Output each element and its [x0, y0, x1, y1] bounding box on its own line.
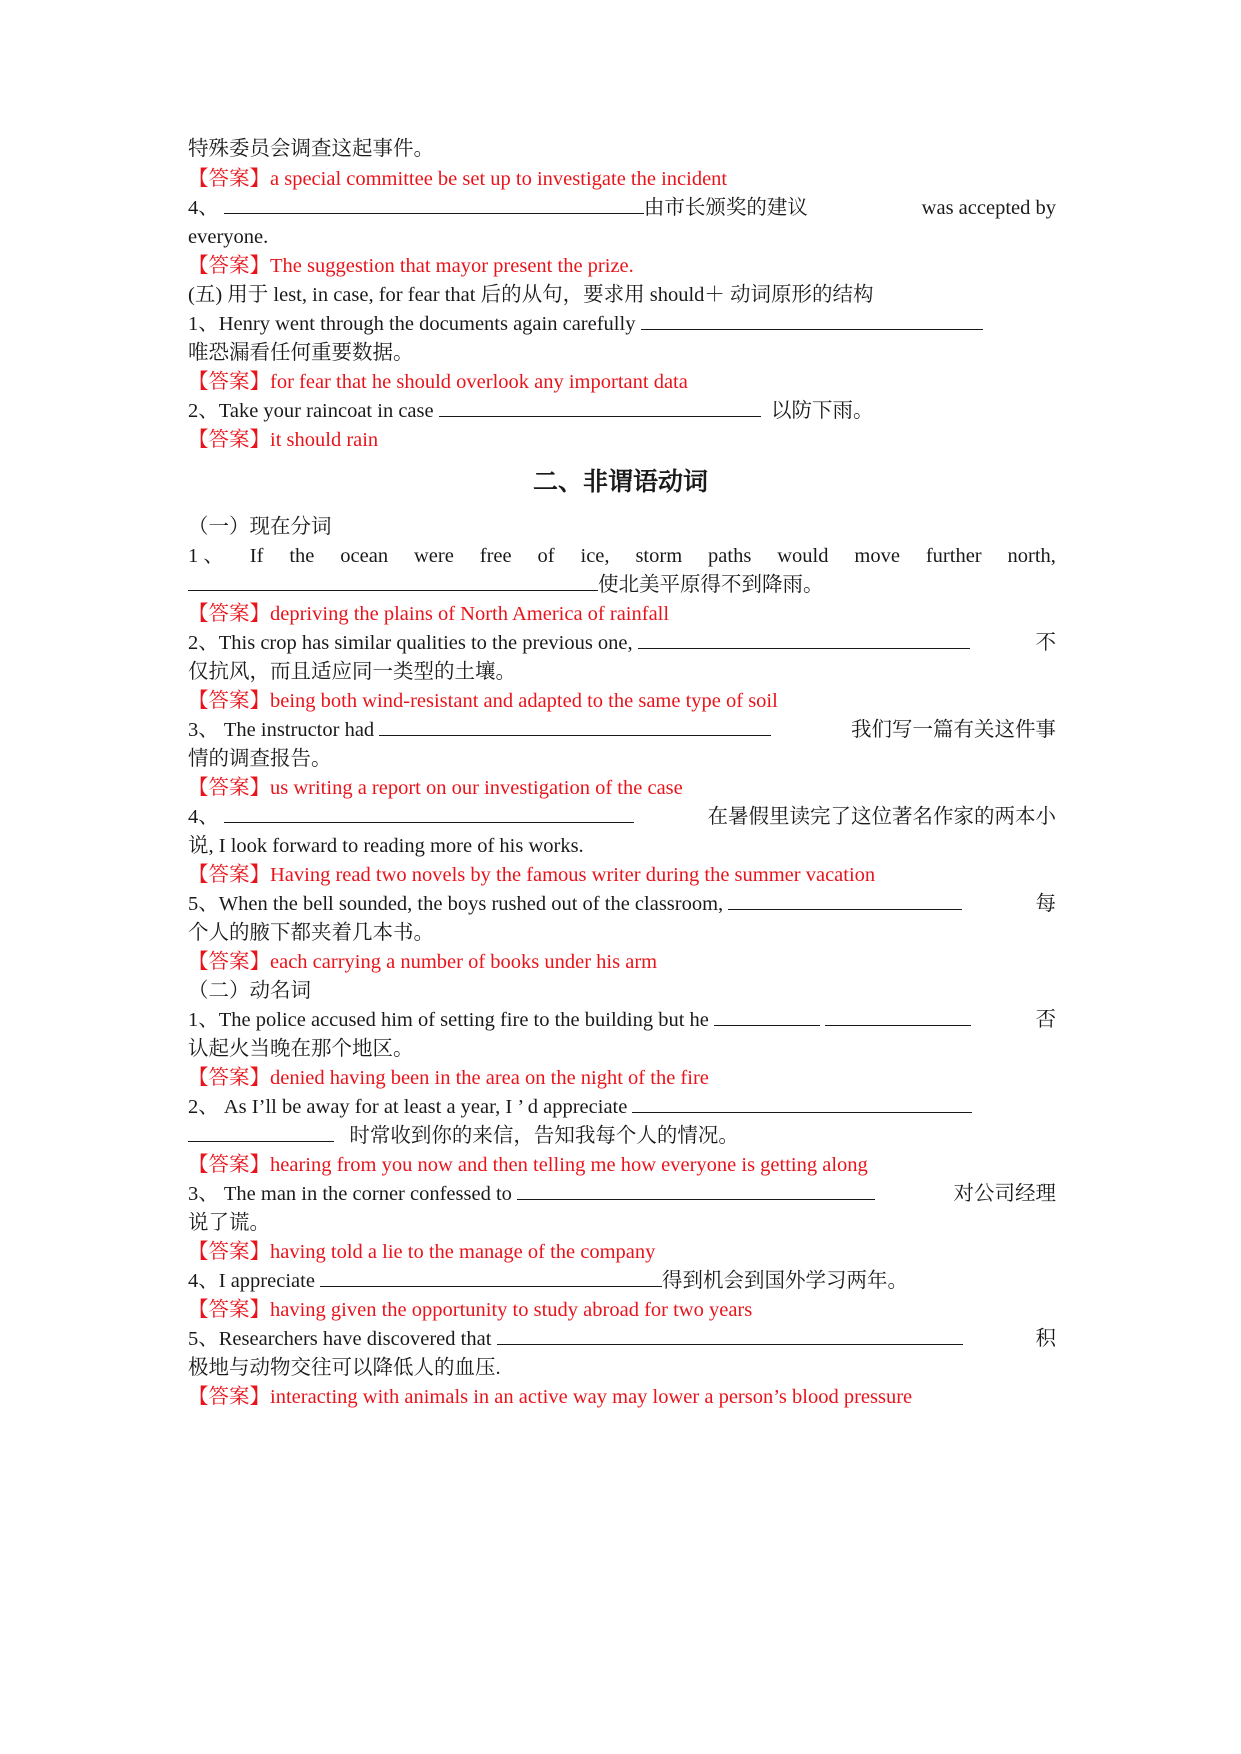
- answer-line: 【答案】each carrying a number of books under his arm: [188, 951, 658, 973]
- question-line: 4、I appreciate 得到机会到国外学习两年。: [188, 1270, 909, 1292]
- answer-line: 【答案】being both wind-resistant and adapted to the same type of soil: [188, 690, 778, 712]
- answer-line: 【答案】The suggestion that mayor present the prize.: [188, 255, 634, 277]
- text: 特殊委员会调查这起事件。: [188, 138, 434, 160]
- answer-line: 【答案】us writing a report on our investigation of the case: [188, 777, 683, 799]
- answer-text: denied having been in the area on the night of the fire: [270, 1067, 709, 1089]
- answer-line: 【答案】having given the opportunity to study abroad for two years: [188, 1299, 753, 1321]
- answer-blank[interactable]: [641, 311, 983, 330]
- answer-text: having told a lie to the manage of the company: [270, 1241, 656, 1263]
- answer-blank[interactable]: [517, 1181, 875, 1200]
- question-line: 1 、 If the ocean were free of ice, storm paths would move further north,: [188, 545, 1056, 567]
- answer-line: 【答案】for fear that he should overlook any important data: [188, 371, 688, 393]
- answer-text: interacting with animals in an active way may lower a person’s blood pressure: [270, 1386, 913, 1408]
- question-line: 3、 The instructor had 我们写一篇有关这件事: [188, 719, 1056, 741]
- answer-text: having given the opportunity to study abroad for two years: [270, 1299, 753, 1321]
- question-line: 1、The police accused him of setting fire to the building but he 否: [188, 1009, 1056, 1031]
- answer-blank[interactable]: [320, 1268, 662, 1287]
- question-line: 5、When the bell sounded, the boys rushed out of the classroom, 每: [188, 893, 1056, 915]
- subsection-label: （二）动名词: [188, 980, 311, 1002]
- subsection-label: （一）现在分词: [188, 516, 332, 538]
- answer-tag: 【答案】: [188, 168, 270, 190]
- text-line: 极地与动物交往可以降低人的血压.: [188, 1357, 501, 1379]
- section-heading: 二、非谓语动词: [532, 469, 708, 496]
- answer-line: 【答案】it should rain: [188, 429, 379, 451]
- text-line: 唯恐漏看任何重要数据。: [188, 342, 414, 364]
- answer-blank[interactable]: [497, 1326, 963, 1345]
- question-line: [188, 195, 1056, 221]
- answer-line: [188, 166, 1056, 192]
- text-line: 说, I look forward to reading more of his works.: [188, 835, 584, 857]
- answer-text: hearing from you now and then telling me how everyone is getting along: [270, 1154, 868, 1176]
- answer-blank[interactable]: [224, 804, 634, 823]
- answer-blank[interactable]: [379, 717, 771, 736]
- text-line: 使北美平原得不到降雨。: [188, 572, 1056, 598]
- answer-blank[interactable]: [638, 630, 970, 649]
- text-line: 仅抗风，而且适应同一类型的土壤。: [188, 661, 516, 683]
- answer-text: us writing a report on our investigation of the case: [270, 777, 683, 799]
- answer-text: a special committee be set up to investigate the incident: [270, 168, 728, 190]
- answer-text: Having read two novels by the famous writer during the summer vacation: [270, 864, 876, 886]
- answer-line: 【答案】denied having been in the area on the night of the fire: [188, 1067, 709, 1089]
- question-line: 5、Researchers have discovered that 积: [188, 1328, 1056, 1350]
- answer-text: depriving the plains of North America of rainfall: [270, 603, 670, 625]
- text-line: 时常收到你的来信，告知我每个人的情况。: [188, 1123, 1056, 1149]
- question-start: 4、 由市长颁奖的建议: [188, 197, 808, 219]
- text-line: 认起火当晚在那个地区。: [188, 1038, 414, 1060]
- answer-line: 【答案】Having read two novels by the famous writer during the summer vacation: [188, 864, 876, 886]
- answer-line: 【答案】depriving the plains of North America of rainfall: [188, 603, 670, 625]
- text-line: 情的调查报告。: [188, 748, 332, 770]
- answer-text: for fear that he should overlook any important data: [270, 371, 688, 393]
- answer-blank[interactable]: [632, 1094, 972, 1113]
- question-line: 1、Henry went through the documents again carefully: [188, 311, 1056, 337]
- answer-text: each carrying a number of books under his arm: [270, 951, 658, 973]
- question-line: 2、Take your raincoat in case 以防下雨。: [188, 400, 874, 422]
- question-line: 4、 在暑假里读完了这位著名作家的两本小: [188, 806, 1056, 828]
- answer-blank[interactable]: [825, 1007, 971, 1026]
- text-line: everyone.: [188, 226, 269, 248]
- answer-blank[interactable]: [728, 891, 962, 910]
- answer-line: 【答案】having told a lie to the manage of the company: [188, 1241, 656, 1263]
- text-line: 说了谎。: [188, 1212, 270, 1234]
- answer-blank[interactable]: [188, 572, 598, 591]
- answer-blank[interactable]: [188, 1123, 334, 1142]
- answer-line: 【答案】hearing from you now and then telling me how everyone is getting along: [188, 1154, 868, 1176]
- answer-blank[interactable]: [439, 398, 761, 417]
- text-line: 个人的腋下都夹着几本书。: [188, 922, 434, 944]
- question-line: 3、 The man in the corner confessed to 对公司经理: [188, 1183, 1056, 1205]
- answer-text: The suggestion that mayor present the prize.: [270, 255, 634, 277]
- answer-blank[interactable]: [714, 1007, 820, 1026]
- question-line: 2、 As I’ll be away for at least a year, I ’ d appreciate: [188, 1094, 1056, 1120]
- answer-text: it should rain: [270, 429, 379, 451]
- answer-text: being both wind-resistant and adapted to the same type of soil: [270, 690, 778, 712]
- text-line: [188, 136, 1056, 162]
- answer-blank[interactable]: [224, 195, 644, 214]
- question-line: 2、This crop has similar qualities to the previous one, 不: [188, 632, 1056, 654]
- answer-line: 【答案】interacting with animals in an active way may lower a person’s blood pressure: [188, 1386, 913, 1408]
- section-label: (五) 用于 lest, in case, for fear that 后的从句，要求用 should＋ 动词原形的结构: [188, 284, 874, 306]
- text: was accepted by: [921, 197, 1056, 219]
